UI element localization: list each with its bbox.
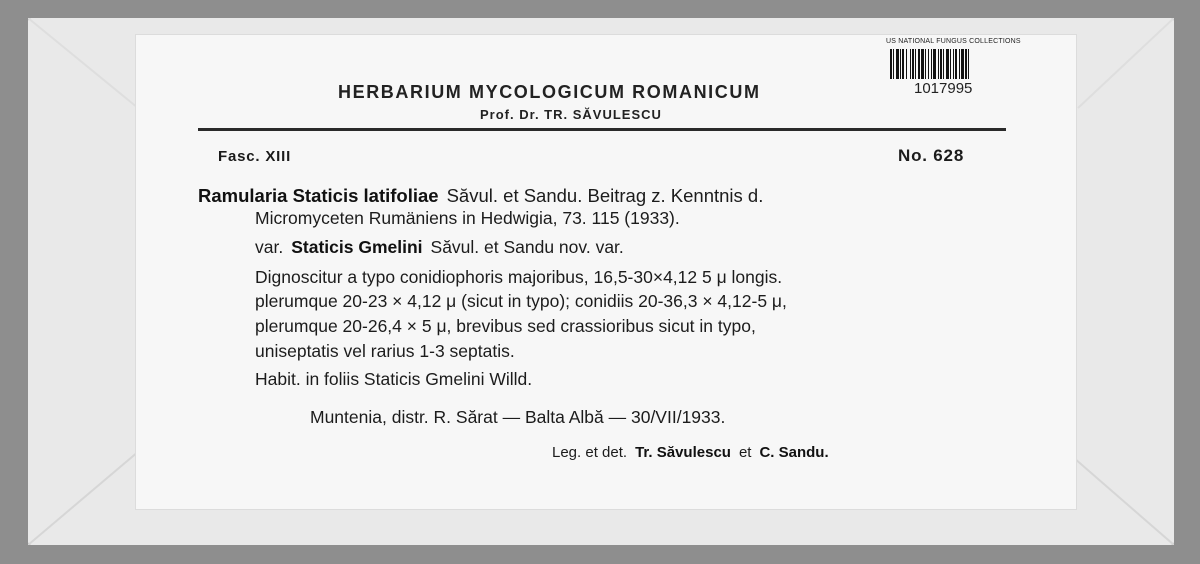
barcode-stripe [969, 49, 971, 79]
barcode-block [886, 38, 1026, 102]
herbarium-subtitle: Prof. Dr. TR. SĂVULESCU [480, 107, 662, 122]
habitat-line: Habit. in foliis Staticis Gmelini Willd. [255, 369, 533, 389]
taxon-citation-1: Săvul. et Sandu. Beitrag z. Kenntnis d. [446, 185, 764, 206]
herbarium-title: HERBARIUM MYCOLOGICUM ROMANICUM [338, 82, 761, 102]
collectors-conj: et [738, 444, 752, 461]
taxon-name: Ramularia Staticis latifoliae [198, 185, 439, 206]
fascicle-label: Fasc. XIII [218, 148, 292, 165]
collector-1: Tr. Săvulescu [635, 444, 731, 461]
description-line-3: plerumque 20-26,4 × 5 μ, brevibus sed crassioribus sicut in typo, [255, 316, 756, 336]
header-rule [198, 128, 1006, 131]
description-line-2: plerumque 20-23 × 4,12 μ (sicut in typo); conidiis 20-36,3 × 4,12-5 μ, [255, 291, 787, 311]
description-line-1: Dignoscitur a typo conidiophoris majoribus, 16,5-30×4,12 5 μ longis. [255, 267, 783, 287]
collector-2: C. Sandu. [759, 444, 829, 461]
locality-line: Muntenia, distr. R. Sărat — Balta Albă — 30/VII/1933. [310, 407, 726, 427]
collectors-prefix: Leg. et det. [552, 444, 628, 461]
barcode-caption: US NATIONAL FUNGUS COLLECTIONS [886, 38, 1021, 45]
barcode-number: 1017995 [914, 80, 973, 97]
variety-name: Staticis Gmelini [291, 237, 423, 257]
collectors-line [552, 444, 829, 461]
variety-authority: Săvul. et Sandu nov. var. [430, 237, 624, 257]
barcode-image [890, 49, 1022, 79]
specimen-number: No. 628 [898, 146, 965, 165]
taxon-citation-2: Micromyceten Rumäniens in Hedwigia, 73. 115 (1933). [255, 208, 680, 228]
taxon-line [198, 185, 763, 207]
variety-line [255, 237, 624, 258]
variety-prefix: var. [255, 237, 284, 257]
description-line-4: uniseptatis vel rarius 1-3 septatis. [255, 341, 515, 361]
